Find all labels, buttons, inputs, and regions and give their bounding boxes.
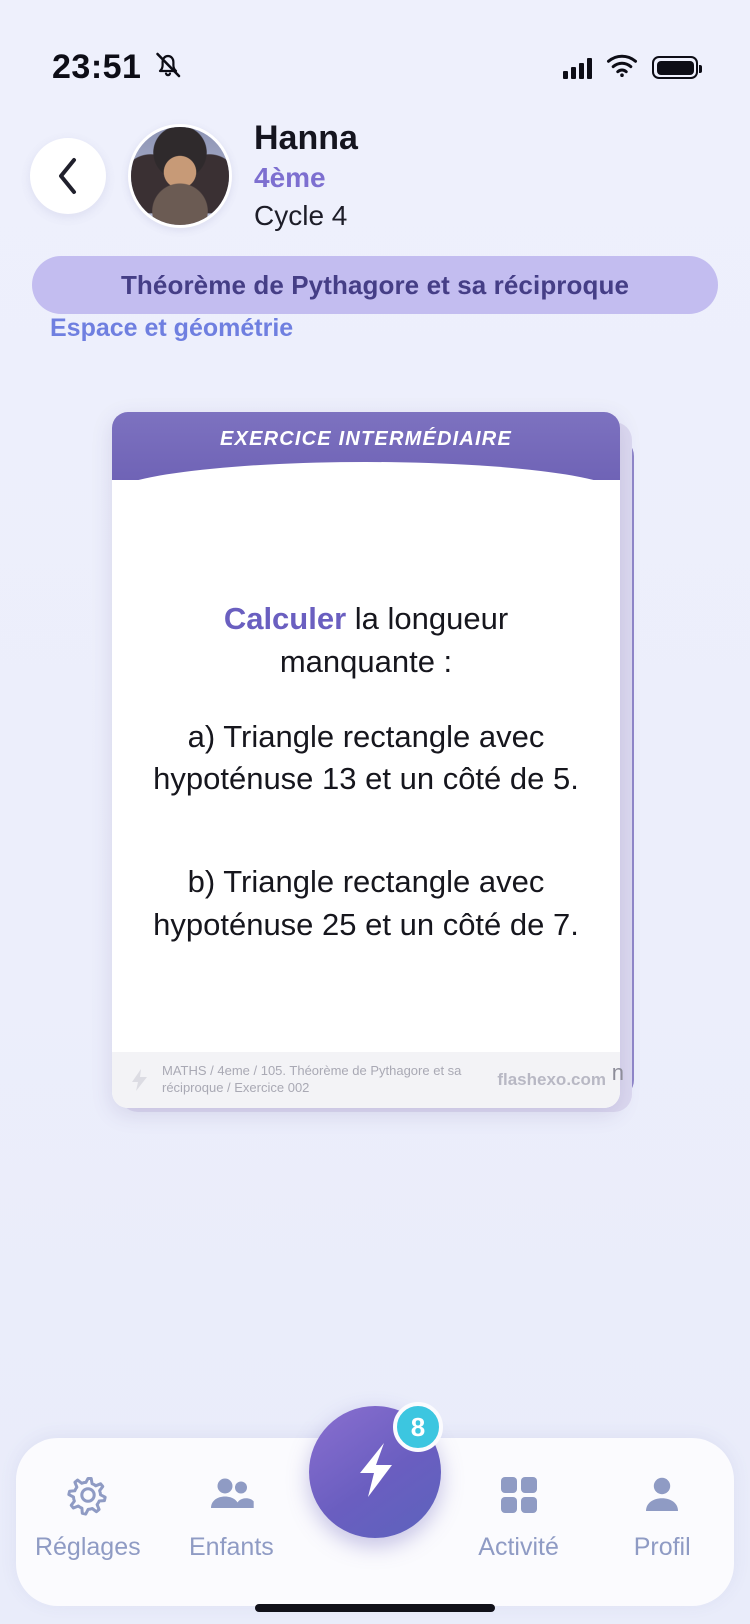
person-icon [639,1472,685,1523]
tab-activite-label: Activité [478,1533,559,1561]
status-time: 23:51 [52,48,142,86]
home-indicator [255,1604,495,1612]
bell-muted-icon [153,49,183,86]
question-line-1 [138,598,594,641]
flashcard-stack [112,412,632,1112]
question-highlight: Calculer [223,601,347,636]
chevron-left-icon [55,156,81,196]
item-b-line-2: hypoténuse 25 et un côté de 7. [153,906,579,942]
people-icon [206,1472,256,1523]
gear-icon [65,1472,111,1523]
back-button[interactable] [30,138,106,214]
flashcard-body [112,480,620,947]
topic-subtitle: Espace et géométrie [50,314,294,342]
item-a-line-1: a) Triangle rectangle avec [187,718,545,754]
tab-enfants-label: Enfants [189,1533,274,1561]
flashcard-banner-label: EXERCICE INTERMÉDIAIRE [220,428,512,450]
tab-profil-label: Profil [633,1533,691,1561]
flashcard-footer-brand: flashexo.com [497,1070,606,1089]
tab-reglages[interactable] [16,1472,160,1562]
topic-pill[interactable] [32,256,718,314]
flashcard-footer-path: MATHS / 4eme / 105. Théorème de Pythagore et sa réciproque / Exercice 002 [162,1063,462,1095]
topic-title: Théorème de Pythagore et sa réciproque [120,269,630,300]
avatar[interactable] [128,124,232,228]
question-line-2: manquante : [279,643,453,679]
item-a-line-2: hypoténuse 13 et un côté de 5. [153,761,579,797]
profile-header [0,118,750,234]
profile-grade: 4ème [254,161,326,193]
bolt-icon [126,1067,152,1093]
status-bar [0,0,750,105]
flashcard-footer [112,1052,620,1108]
bottom-tab-bar [16,1411,734,1606]
flashcard-edge-letter: n [611,1060,624,1085]
cellular-signal-icon [563,57,592,79]
tab-reglages-label: Réglages [34,1533,141,1561]
tab-activite[interactable] [447,1472,591,1562]
status-bar-right [563,53,698,82]
profile-name: Hanna [254,119,358,157]
tab-enfants[interactable] [160,1472,304,1562]
flashcard-banner [112,412,620,480]
profile-cycle: Cycle 4 [254,199,348,231]
grid-icon [496,1472,542,1523]
status-bar-left [52,48,183,87]
wifi-icon [606,53,638,82]
tab-profil[interactable] [590,1472,734,1562]
profile-info [254,118,358,234]
flashcard[interactable] [112,412,620,1108]
bolt-icon [344,1437,406,1508]
battery-full-icon [652,56,698,79]
item-b-line-1: b) Triangle rectangle avec [187,864,545,900]
flash-action-button[interactable] [309,1406,441,1538]
avatar-image [131,127,229,225]
flash-badge-count: 8 [393,1402,443,1452]
question-rest: la longueur [346,601,509,636]
